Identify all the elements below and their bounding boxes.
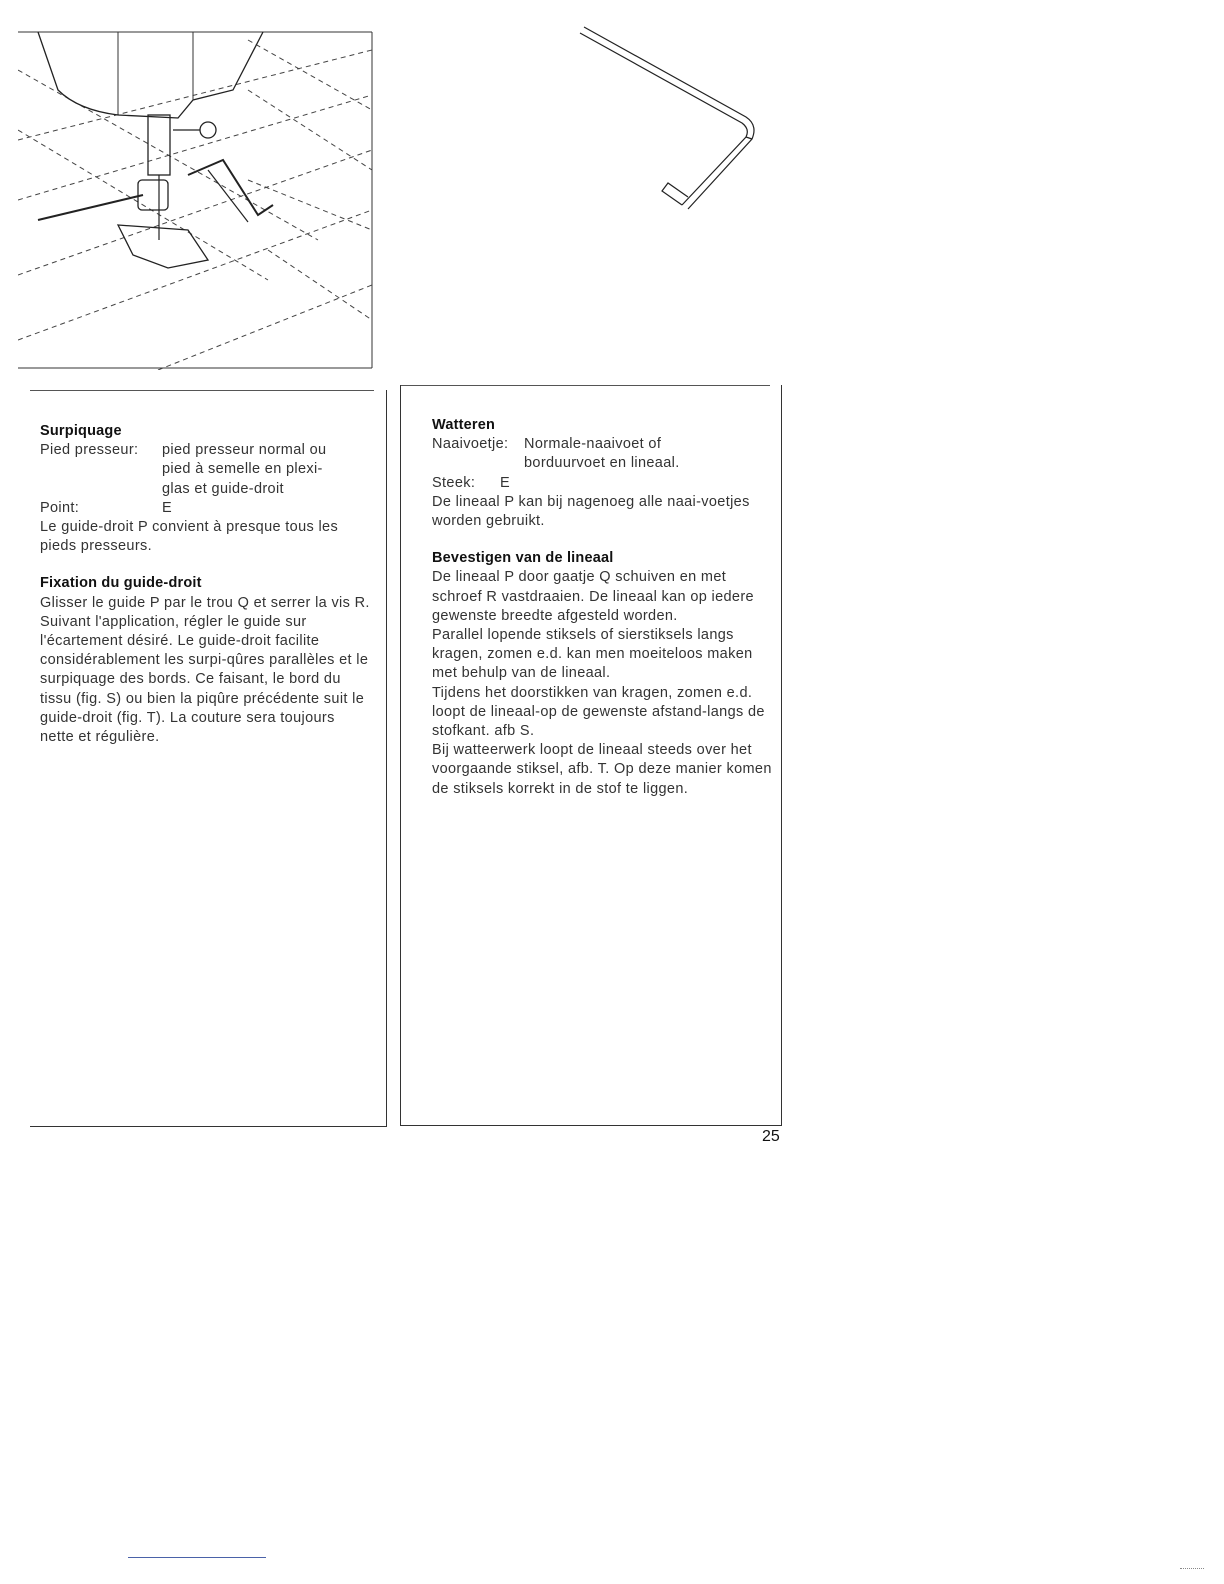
voet-value-line-2: borduurvoet en lineaal.: [524, 455, 680, 472]
presser-foot-illustration: [18, 30, 378, 370]
paragraph-2: Parallel lopende stiksels of sierstiksels langs kragen, zomen e.d. kan men moeiteloos maken met behulp van de lineaal.: [432, 627, 753, 682]
voet-row: [432, 435, 772, 454]
point-row: [40, 499, 370, 518]
footer-rule: [128, 1557, 266, 1558]
pied-label: Pied presseur:: [40, 442, 139, 459]
pied-value-line-3: glas et guide-droit: [162, 480, 284, 497]
steek-label: Steek:: [432, 474, 476, 491]
paragraph-4: Bij watteerwerk loopt de lineaal steeds over het voorgaande stiksel, afb. T. Op deze manier komen de stiksels korrekt in de stof te liggen.: [432, 742, 772, 797]
paragraph-1: De lineaal P door gaatje Q schuiven en met schroef R vastdraaien. De lineaal kan op iedere gewenste breedte afgesteld worden.: [432, 569, 754, 624]
point-label: Point:: [40, 499, 80, 516]
intro-paragraph: Le guide-droit P convient à presque tous les pieds presseurs.: [40, 519, 339, 555]
heading-surpiquage: Surpiquage: [40, 423, 122, 439]
paragraph-3: Tijdens het doorstikken van kragen, zomen e.d. loopt de lineaal-op de gewenste afstand-langs de stofkant. afb S.: [432, 684, 765, 740]
voet-label: Naaivoetje:: [432, 436, 509, 453]
point-value: E: [162, 499, 173, 516]
french-instructions: [40, 422, 370, 747]
heading-fixation: Fixation du guide-droit: [40, 575, 202, 592]
dutch-instructions: [432, 416, 772, 799]
guide-bar-illustration: [570, 25, 770, 215]
pied-value-line-1: pied presseur normal ou: [162, 442, 327, 459]
steek-value: E: [500, 474, 511, 491]
pied-row: [40, 441, 370, 460]
page-number: 25: [762, 1128, 780, 1145]
heading-bevestigen: Bevestigen van de lineaal: [432, 550, 614, 567]
heading-watteren: Watteren: [432, 417, 496, 433]
steek-row: [432, 474, 772, 493]
voet-value-line-1: Normale-naaivoet of: [524, 436, 662, 453]
footer-mark: [1180, 1568, 1204, 1569]
fixation-paragraph: Glisser le guide P par le trou Q et serrer la vis R. Suivant l'application, régler le guide sur l'écartement désiré. Le guide-droit facilite considérablement les surpi-qûres parallèles et le surpiquage des bords. Ce faisant, le bord du tissu (fig. S) ou bien la piqûre précédente suit le guide-droit (fig. T). La couture sera toujours nette et régulière.: [40, 594, 370, 746]
intro-paragraph: De lineaal P kan bij nagenoeg alle naai-voetjes worden gebruikt.: [432, 493, 750, 530]
pied-value-line-2: pied à semelle en plexi-: [162, 461, 323, 478]
